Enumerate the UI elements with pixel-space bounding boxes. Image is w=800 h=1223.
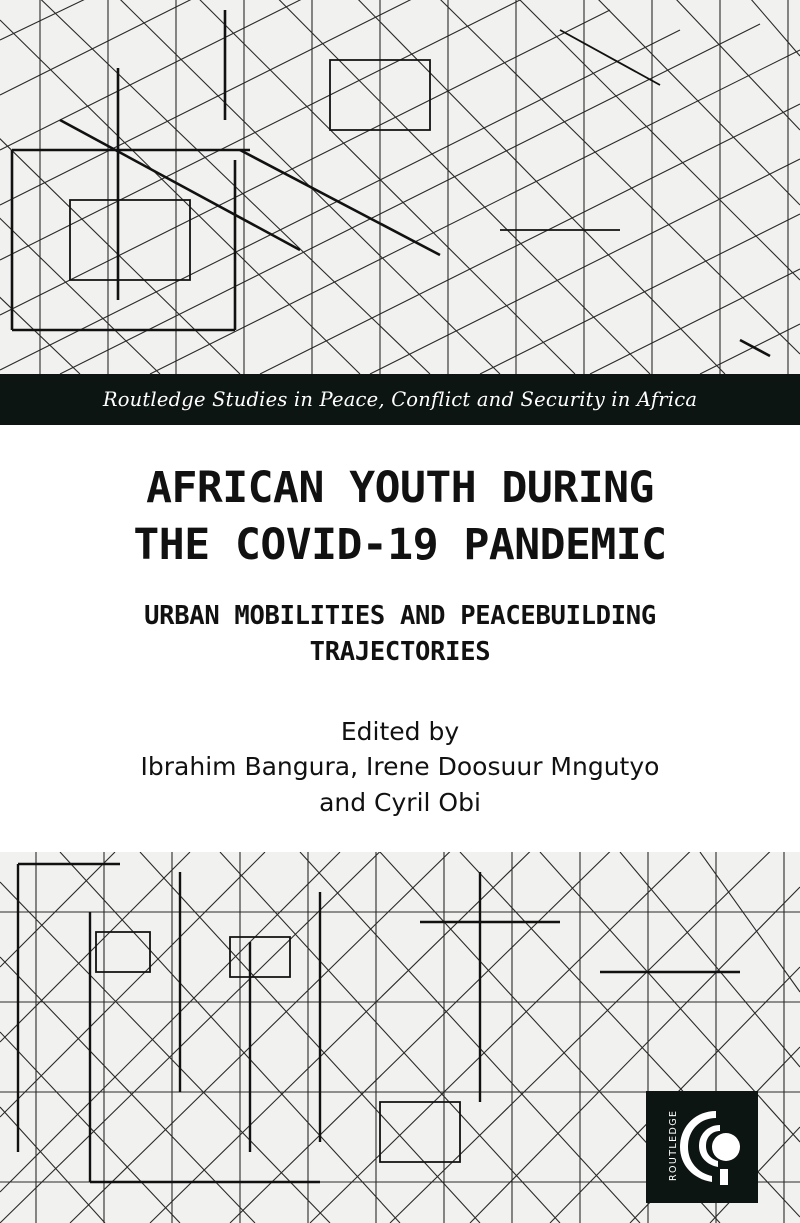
series-band [0,374,800,425]
title-line-2: THE COVID-19 PANDEMIC [133,519,667,570]
svg-text:ROUTLEDGE: ROUTLEDGE [668,1109,679,1181]
page-title [60,425,740,574]
page-subtitle [60,574,740,670]
series-title: Routledge Studies in Peace, Conflict and Security in Africa [102,388,698,411]
title-block [0,425,800,852]
routledge-logo [646,1091,758,1203]
subtitle-line-1: URBAN MOBILITIES AND PEACEBUILDING [144,600,656,631]
editors-line-1: Ibrahim Bangura, Irene Doosuur Mngutyo [140,752,660,782]
title-line-1: AFRICAN YOUTH DURING [146,463,654,513]
editors-line-2: and Cyril Obi [319,787,481,817]
editors-block [60,670,740,821]
subtitle-line-2: TRAJECTORIES [309,636,491,667]
cover-artwork-top [0,0,800,374]
edited-by-label: Edited by [340,716,460,746]
